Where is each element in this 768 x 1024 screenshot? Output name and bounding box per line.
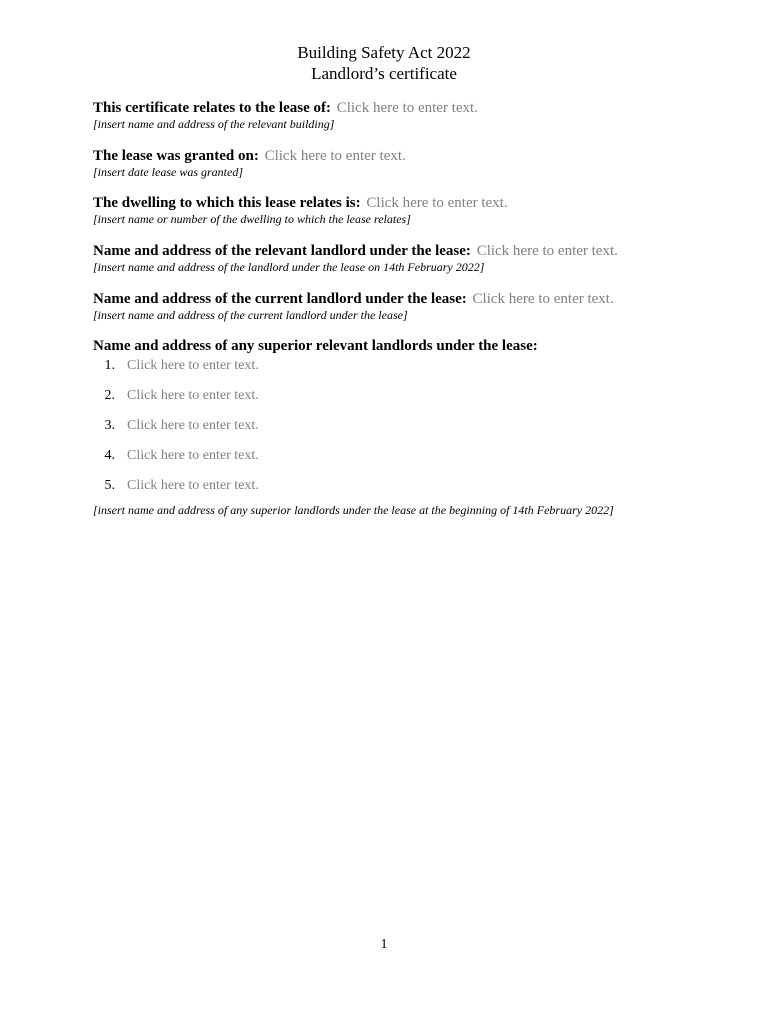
dwelling-field[interactable]: Click here to enter text. [366, 195, 508, 211]
section-superior-landlords [93, 337, 733, 355]
list-number: 2. [104, 388, 115, 403]
section-lease-of [93, 99, 733, 131]
document-title: Building Safety Act 2022 [297, 43, 471, 62]
superior-landlord-field-4[interactable]: Click here to enter text. [127, 448, 259, 463]
relevant-landlord-field[interactable]: Click here to enter text. [476, 243, 618, 259]
document-subtitle: Landlord’s certificate [311, 64, 457, 83]
list-number: 3. [104, 418, 115, 433]
list-number: 5. [104, 478, 115, 493]
superior-landlords-hint: [insert name and address of any superior landlords under the lease at the beginning of 14th February 2022] [93, 503, 614, 517]
list-item [93, 357, 259, 375]
superior-landlord-field-5[interactable]: Click here to enter text. [127, 478, 259, 493]
section-line [93, 147, 733, 165]
list-number: 4. [104, 448, 115, 463]
section-dwelling [93, 194, 733, 226]
list-item [93, 477, 259, 495]
list-item [93, 447, 259, 465]
section-line [93, 99, 733, 117]
section-relevant-landlord [93, 242, 733, 274]
lease-of-field[interactable]: Click here to enter text. [336, 100, 478, 116]
section-line [93, 290, 733, 308]
section-label: Name and address of the relevant landlord under the lease: [93, 243, 471, 259]
superior-landlord-field-3[interactable]: Click here to enter text. [127, 418, 259, 433]
page-number: 1 [380, 937, 388, 952]
section-label: The dwelling to which this lease relates is: [93, 195, 361, 211]
section-line [93, 337, 733, 355]
section-label: This certificate relates to the lease of: [93, 100, 331, 116]
section-hint: [insert name or number of the dwelling to which the lease relates] [93, 212, 411, 226]
section-lease-granted [93, 147, 733, 179]
section-current-landlord [93, 290, 733, 322]
superior-landlord-field-2[interactable]: Click here to enter text. [127, 388, 259, 403]
section-label: Name and address of the current landlord under the lease: [93, 291, 467, 307]
current-landlord-field[interactable]: Click here to enter text. [472, 291, 614, 307]
lease-granted-field[interactable]: Click here to enter text. [264, 148, 406, 164]
section-line [93, 242, 733, 260]
list-item [93, 387, 259, 405]
section-label: The lease was granted on: [93, 148, 259, 164]
section-label: Name and address of any superior relevant landlords under the lease: [93, 338, 538, 354]
list-item [93, 417, 259, 435]
superior-landlord-field-1[interactable]: Click here to enter text. [127, 358, 259, 373]
section-hint: [insert name and address of the current landlord under the lease] [93, 308, 408, 322]
section-hint: [insert name and address of the landlord under the lease on 14th February 2022] [93, 260, 485, 274]
section-line [93, 194, 733, 212]
section-hint: [insert name and address of the relevant building] [93, 117, 335, 131]
list-number: 1. [104, 358, 115, 373]
section-hint: [insert date lease was granted] [93, 165, 243, 179]
